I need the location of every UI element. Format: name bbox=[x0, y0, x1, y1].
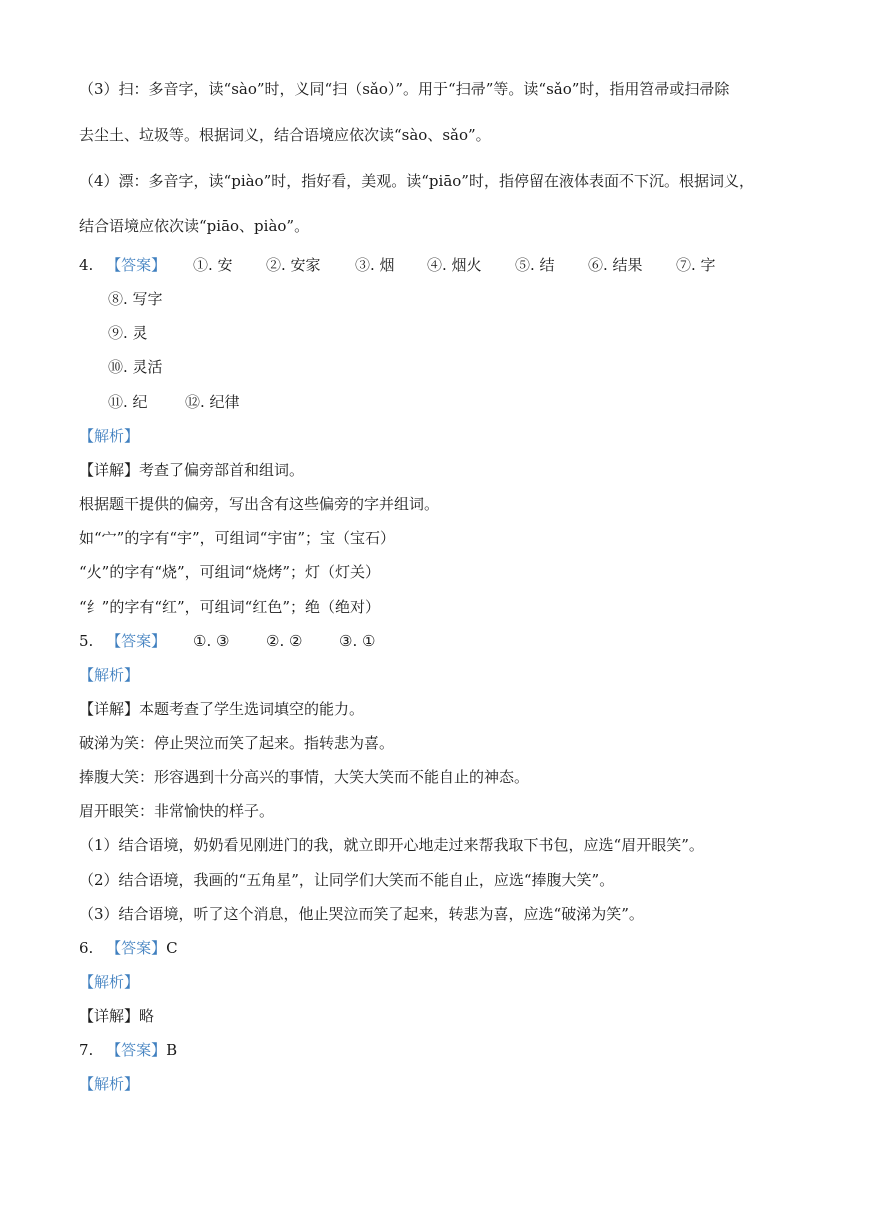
q4-answer-line bbox=[79, 255, 716, 275]
answer-item: ⑧. 写字 bbox=[108, 290, 163, 308]
answer-item: ⑤. 结 bbox=[515, 256, 555, 274]
answer-tag: 【答案】 bbox=[106, 256, 167, 274]
analysis-tag: 【解析】 bbox=[79, 1075, 140, 1093]
explanation-line: （1）结合语境，奶奶看见刚进门的我，就立即开心地走过来帮我取下书包，应选“眉开眼笑”。 bbox=[79, 836, 704, 854]
q3-part4-line2: 结合语境应依次读“piāo、piào”。 bbox=[79, 217, 310, 235]
question-number: 5. bbox=[79, 632, 94, 650]
detail-text: 本题考查了学生选词填空的能力。 bbox=[139, 700, 365, 718]
answer-item: ⑩. 灵活 bbox=[108, 358, 163, 376]
answer-item: ③. 烟 bbox=[355, 256, 395, 274]
answer-item: ①. 安 bbox=[193, 256, 233, 274]
question-number: 4. bbox=[79, 256, 94, 274]
explanation-line: 如“宀”的字有“宇”，可组词“宇宙”；宝（宝石） bbox=[79, 529, 396, 547]
answer-tag: 【答案】 bbox=[106, 939, 167, 957]
question-number: 6. bbox=[79, 939, 94, 957]
q3-part3-line1: （3）扫：多音字，读“sào”时，义同“扫（sǎo）”。用于“扫帚”等。读“sǎo”时，指用笤帚或扫帚除 bbox=[79, 80, 730, 98]
detail-line bbox=[79, 460, 304, 480]
explanation-line: 捧腹大笑：形容遇到十分高兴的事情，大笑大笑而不能自止的神态。 bbox=[79, 768, 530, 786]
detail-line bbox=[79, 1006, 154, 1026]
q7-answer-line bbox=[79, 1040, 177, 1060]
detail-tag: 【详解】 bbox=[79, 700, 140, 718]
analysis-tag: 【解析】 bbox=[79, 427, 140, 445]
q6-answer-line bbox=[79, 938, 178, 958]
explanation-line: （3）结合语境，听了这个消息，他止哭泣而笑了起来，转悲为喜，应选“破涕为笑”。 bbox=[79, 905, 644, 923]
question-number: 7. bbox=[79, 1041, 94, 1059]
analysis-tag: 【解析】 bbox=[79, 666, 140, 684]
answer-item: ⑥. 结果 bbox=[588, 256, 643, 274]
answer-item: ②. ② bbox=[266, 632, 303, 650]
detail-text: 略 bbox=[139, 1007, 155, 1025]
detail-text: 考查了偏旁部首和组词。 bbox=[139, 461, 305, 479]
explanation-line: “火”的字有“烧”，可组词“烧烤”；灯（灯关） bbox=[79, 563, 381, 581]
answer-value: C bbox=[166, 939, 178, 957]
answer-item: ⑨. 灵 bbox=[108, 324, 148, 342]
analysis-tag: 【解析】 bbox=[79, 973, 140, 991]
answer-item: ⑪. 纪 bbox=[108, 393, 148, 411]
answer-item: ⑦. 字 bbox=[676, 256, 716, 274]
detail-line bbox=[79, 699, 364, 719]
explanation-line: “纟”的字有“红”，可组词“红色”；绝（绝对） bbox=[79, 598, 381, 616]
explanation-line: 根据题干提供的偏旁，写出含有这些偏旁的字并组词。 bbox=[79, 495, 440, 513]
detail-tag: 【详解】 bbox=[79, 1007, 140, 1025]
answer-tag: 【答案】 bbox=[106, 632, 167, 650]
answer-item: ②. 安家 bbox=[266, 256, 321, 274]
detail-tag: 【详解】 bbox=[79, 461, 140, 479]
explanation-line: （2）结合语境，我画的“五角星”，让同学们大笑而不能自止，应选“捧腹大笑”。 bbox=[79, 871, 615, 889]
q5-answer-line bbox=[79, 631, 376, 651]
answer-item: ④. 烟火 bbox=[427, 256, 482, 274]
answer-value: B bbox=[166, 1041, 178, 1059]
q3-part3-line2: 去尘土、垃圾等。根据词义，结合语境应依次读“sào、sǎo”。 bbox=[79, 126, 491, 144]
q4-answer-line-last bbox=[108, 392, 240, 412]
answer-item: ⑫. 纪律 bbox=[185, 393, 240, 411]
answer-item: ①. ③ bbox=[193, 632, 230, 650]
answer-tag: 【答案】 bbox=[106, 1041, 167, 1059]
explanation-line: 眉开眼笑：非常愉快的样子。 bbox=[79, 802, 275, 820]
q3-part4-line1: （4）漂：多音字，读“piào”时，指好看，美观。读“piāo”时，指停留在液体表面不下沉。根据词义， bbox=[79, 172, 754, 190]
answer-item: ③. ① bbox=[339, 632, 376, 650]
explanation-line: 破涕为笑：停止哭泣而笑了起来。指转悲为喜。 bbox=[79, 734, 395, 752]
